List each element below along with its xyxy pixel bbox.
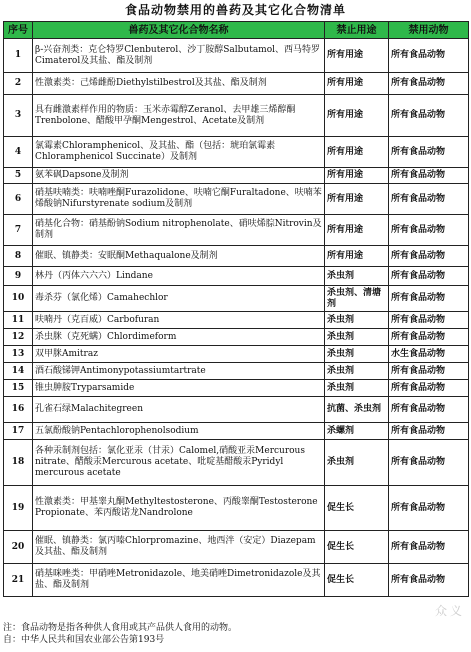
drug-name: 氨苯砜Dapsone及制剂 <box>33 168 325 184</box>
prohibited-animals: 所有食品动物 <box>389 184 469 215</box>
table-row <box>4 564 469 597</box>
table-row <box>4 168 469 184</box>
prohibited-use: 所有用途 <box>325 215 389 246</box>
prohibited-animals: 所有食品动物 <box>389 363 469 380</box>
prohibited-animals: 所有食品动物 <box>389 286 469 312</box>
table-row <box>4 346 469 363</box>
drug-name: 孔雀石绿Malachitegreen <box>33 397 325 423</box>
table-row <box>4 397 469 423</box>
prohibited-use: 杀虫剂 <box>325 380 389 397</box>
table-row <box>4 423 469 440</box>
table-row <box>4 286 469 312</box>
drug-name: 具有雌激素样作用的物质：玉米赤霉醇Zeranol、去甲雄三烯醇酮Trenbolone、醋酸甲孕酮Mengestrol、Acetate及制剂 <box>33 95 325 137</box>
table-row <box>4 39 469 73</box>
drug-name: 酒石酸锑钾Antimonypotassiumtartrate <box>33 363 325 380</box>
table-row <box>4 184 469 215</box>
row-number: 21 <box>4 564 33 597</box>
row-number: 18 <box>4 440 33 486</box>
row-number: 1 <box>4 39 33 73</box>
prohibited-use: 杀虫剂 <box>325 267 389 286</box>
table-header-row <box>4 22 469 39</box>
prohibited-animals: 所有食品动物 <box>389 486 469 531</box>
drug-name: 林丹（丙体六六六）Lindane <box>33 267 325 286</box>
prohibited-use: 杀虫剂 <box>325 440 389 486</box>
table-row <box>4 363 469 380</box>
row-number: 6 <box>4 184 33 215</box>
row-number: 8 <box>4 246 33 267</box>
row-number: 2 <box>4 73 33 95</box>
page-title: 食品动物禁用的兽药及其它化合物清单 <box>124 3 346 17</box>
row-number: 7 <box>4 215 33 246</box>
table-row <box>4 246 469 267</box>
table-row <box>4 440 469 486</box>
row-number: 9 <box>4 267 33 286</box>
header-drug-name: 兽药及其它化合物名称 <box>33 22 325 39</box>
header-prohibited-animals: 禁用动物 <box>389 22 469 39</box>
prohibited-animals: 所有食品动物 <box>389 423 469 440</box>
prohibited-use: 杀虫剂 <box>325 346 389 363</box>
prohibited-use: 所有用途 <box>325 73 389 95</box>
row-number: 17 <box>4 423 33 440</box>
prohibited-use: 杀虫剂 <box>325 312 389 329</box>
row-number: 15 <box>4 380 33 397</box>
prohibited-animals: 所有食品动物 <box>389 39 469 73</box>
row-number: 5 <box>4 168 33 184</box>
row-number: 13 <box>4 346 33 363</box>
prohibited-use: 抗菌、杀虫剂 <box>325 397 389 423</box>
prohibited-use: 杀螺剂 <box>325 423 389 440</box>
drug-name: 毒杀芬（氯化烯）Camahechlor <box>33 286 325 312</box>
row-number: 10 <box>4 286 33 312</box>
drug-name: 氯霉素Chloramphenicol、及其盐、酯（包括：琥珀氯霉素Chloramphenicol Succinate）及制剂 <box>33 137 325 168</box>
prohibited-animals: 所有食品动物 <box>389 531 469 564</box>
drug-name: 各种汞制剂包括：氯化亚汞（甘汞）Calomel,硝酸亚汞Mercurous nitrate、醋酸汞Mercurous acetate、吡啶基醋酸汞Pyridyl mercurous acetate <box>33 440 325 486</box>
prohibited-animals: 所有食品动物 <box>389 168 469 184</box>
table-row <box>4 95 469 137</box>
prohibited-use: 杀虫剂、清塘剂 <box>325 286 389 312</box>
drug-name: 硝基咪唑类：甲硝唑Metronidazole、地美硝唑Dimetronidazole及其盐、酯及制剂 <box>33 564 325 597</box>
row-number: 19 <box>4 486 33 531</box>
table-row <box>4 215 469 246</box>
table-row <box>4 312 469 329</box>
prohibited-use: 所有用途 <box>325 168 389 184</box>
prohibited-use: 所有用途 <box>325 95 389 137</box>
drug-name: β-兴奋剂类：克仑特罗Clenbuterol、沙丁胺醇Salbutamol、西马特罗Cimaterol及其盐、酯及制剂 <box>33 39 325 73</box>
prohibited-use: 杀虫剂 <box>325 363 389 380</box>
prohibited-use: 所有用途 <box>325 246 389 267</box>
prohibited-use: 所有用途 <box>325 184 389 215</box>
prohibited-use: 所有用途 <box>325 137 389 168</box>
prohibited-drug-table <box>3 21 469 597</box>
prohibited-use: 所有用途 <box>325 39 389 73</box>
table-row <box>4 137 469 168</box>
prohibited-animals: 所有食品动物 <box>389 137 469 168</box>
prohibited-use: 杀虫剂 <box>325 329 389 346</box>
row-number: 3 <box>4 95 33 137</box>
drug-name: 呋喃丹（克百威）Carbofuran <box>33 312 325 329</box>
header-number: 序号 <box>4 22 33 39</box>
row-number: 14 <box>4 363 33 380</box>
drug-name: 杀虫脒（克死螨）Chlordimeform <box>33 329 325 346</box>
header-prohibited-use: 禁止用途 <box>325 22 389 39</box>
drug-name: 性激素类：己烯雌酚Diethylstilbestrol及其盐、酯及制剂 <box>33 73 325 95</box>
drug-name: 锥虫胂胺Tryparsamide <box>33 380 325 397</box>
prohibited-animals: 所有食品动物 <box>389 440 469 486</box>
prohibited-animals: 所有食品动物 <box>389 397 469 423</box>
drug-name: 五氯酚酸钠Pentachlorophenolsodium <box>33 423 325 440</box>
prohibited-animals: 所有食品动物 <box>389 246 469 267</box>
row-number: 12 <box>4 329 33 346</box>
prohibited-animals: 所有食品动物 <box>389 312 469 329</box>
table-row <box>4 380 469 397</box>
prohibited-animals: 水生食品动物 <box>389 346 469 363</box>
prohibited-animals: 所有食品动物 <box>389 329 469 346</box>
row-number: 11 <box>4 312 33 329</box>
drug-name: 催眠、镇静类：安眠酮Methaqualone及制剂 <box>33 246 325 267</box>
prohibited-use: 促生长 <box>325 564 389 597</box>
footnote-definition: 注：食品动物是指各种供人食用或其产品供人食用的动物。 <box>3 623 238 633</box>
row-number: 4 <box>4 137 33 168</box>
drug-name: 双甲脒Amitraz <box>33 346 325 363</box>
table-row <box>4 329 469 346</box>
prohibited-use: 促生长 <box>325 486 389 531</box>
footnote-source: 自：中华人民共和国农业部公告第193号 <box>3 635 165 645</box>
prohibited-animals: 所有食品动物 <box>389 267 469 286</box>
table-row <box>4 486 469 531</box>
drug-name: 催眠、镇静类：氯丙嗪Chlorpromazine、地西泮（安定）Diazepam及其盐、酯及制剂 <box>33 531 325 564</box>
prohibited-use: 促生长 <box>325 531 389 564</box>
table-row <box>4 531 469 564</box>
drug-name: 性激素类：甲基睾丸酮Methyltestosterone、丙酸睾酮Testosterone Propionate、苯丙酸诺龙Nandrolone <box>33 486 325 531</box>
prohibited-animals: 所有食品动物 <box>389 564 469 597</box>
table-row <box>4 267 469 286</box>
row-number: 16 <box>4 397 33 423</box>
prohibited-animals: 所有食品动物 <box>389 380 469 397</box>
row-number: 20 <box>4 531 33 564</box>
table-row <box>4 73 469 95</box>
prohibited-animals: 所有食品动物 <box>389 73 469 95</box>
drug-name: 硝基化合物：硝基酚钠Sodium nitrophenolate、硝呋烯腙Nitrovin及制剂 <box>33 215 325 246</box>
prohibited-animals: 所有食品动物 <box>389 215 469 246</box>
watermark-text: 众义 <box>434 604 465 618</box>
drug-name: 硝基呋喃类：呋喃唑酮Furazolidone、呋喃它酮Furaltadone、呋喃苯烯酸钠Nifurstyrenate sodium及制剂 <box>33 184 325 215</box>
prohibited-animals: 所有食品动物 <box>389 95 469 137</box>
